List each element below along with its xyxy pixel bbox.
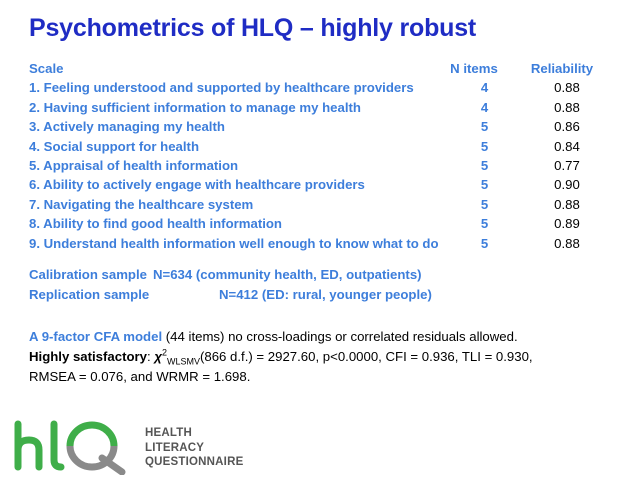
logo-line-2: LITERACY [145, 441, 205, 454]
row-scale: 1. Feeling understood and supported by healthcare providers [29, 80, 414, 96]
reliability-table [29, 61, 609, 255]
row-n-items: 5 [480, 157, 489, 173]
row-reliability: 0.88 [554, 99, 580, 115]
cfa-line-2 [29, 347, 629, 367]
row-n-items: 5 [480, 138, 489, 154]
calibration-value: N=634 (community health, ED, outpatients) [153, 267, 422, 282]
table-body [29, 80, 609, 255]
header-n-items: N items [450, 61, 498, 76]
row-n-items: 5 [480, 196, 489, 212]
table-row [29, 100, 609, 119]
row-n-items: 5 [480, 119, 489, 135]
header-scale: Scale [29, 61, 64, 76]
table-row [29, 158, 609, 177]
logo-wordmark [145, 426, 243, 470]
row-reliability: 0.90 [554, 177, 580, 193]
table-row [29, 80, 609, 99]
row-n-items: 5 [480, 216, 489, 232]
cfa-line-1 [29, 327, 629, 347]
chi-superscript: 2 [161, 347, 167, 358]
chi-subscript: WLSMV [166, 356, 200, 367]
row-reliability: 0.88 [554, 80, 580, 96]
replication-value: N=412 (ED: rural, younger people) [219, 287, 432, 302]
cfa-satisfactory-label: Highly satisfactory [29, 349, 147, 364]
cfa-colon: : [147, 349, 155, 364]
logo-line-1: HEALTH [145, 427, 192, 439]
row-n-items: 5 [480, 235, 489, 251]
replication-label: Replication sample [29, 287, 150, 302]
calibration-label: Calibration sample [29, 267, 147, 282]
row-scale: 7. Navigating the healthcare system [29, 196, 254, 212]
row-scale: 2. Having sufficient information to manage my health [29, 99, 361, 115]
cfa-fit-text-2: RMSEA = 0.076, and WRMR = 1.698. [29, 369, 251, 384]
row-reliability: 0.86 [554, 119, 580, 135]
row-reliability: 0.88 [554, 196, 580, 212]
table-row [29, 177, 609, 196]
table-header-row [29, 61, 609, 80]
cfa-fit-text: (866 d.f.) = 2927.60, p<0.0000, CFI = 0.936, TLI = 0.930, [199, 349, 533, 364]
row-scale: 5. Appraisal of health information [29, 157, 239, 173]
cfa-summary [29, 327, 629, 387]
row-scale: 4. Social support for health [29, 138, 199, 154]
row-reliability: 0.88 [554, 235, 580, 251]
row-reliability: 0.84 [554, 138, 580, 154]
row-scale: 9. Understand health information well enough to know what to do [29, 235, 439, 251]
row-n-items: 5 [480, 177, 489, 193]
table-row [29, 119, 609, 138]
cfa-line-3 [29, 367, 629, 387]
cfa-model-text: (44 items) no cross-loadings or correlated residuals allowed. [162, 329, 518, 344]
row-scale: 6. Ability to actively engage with healthcare providers [29, 177, 365, 193]
chi-symbol: χ [154, 349, 162, 364]
logo-line-3: QUESTIONNAIRE [145, 456, 244, 468]
row-reliability: 0.77 [554, 157, 580, 173]
row-scale: 3. Actively managing my health [29, 119, 225, 135]
row-n-items: 4 [480, 99, 489, 115]
slide-title: Psychometrics of HLQ – highly robust [29, 14, 477, 42]
table-row [29, 139, 609, 158]
row-scale: 8. Ability to find good health information [29, 216, 282, 232]
table-row [29, 197, 609, 216]
table-row [29, 236, 609, 255]
header-reliability: Reliability [530, 61, 594, 76]
row-n-items: 4 [480, 80, 489, 96]
table-row [29, 216, 609, 235]
cfa-model-label: A 9-factor CFA model [29, 329, 163, 344]
row-reliability: 0.89 [554, 216, 580, 232]
